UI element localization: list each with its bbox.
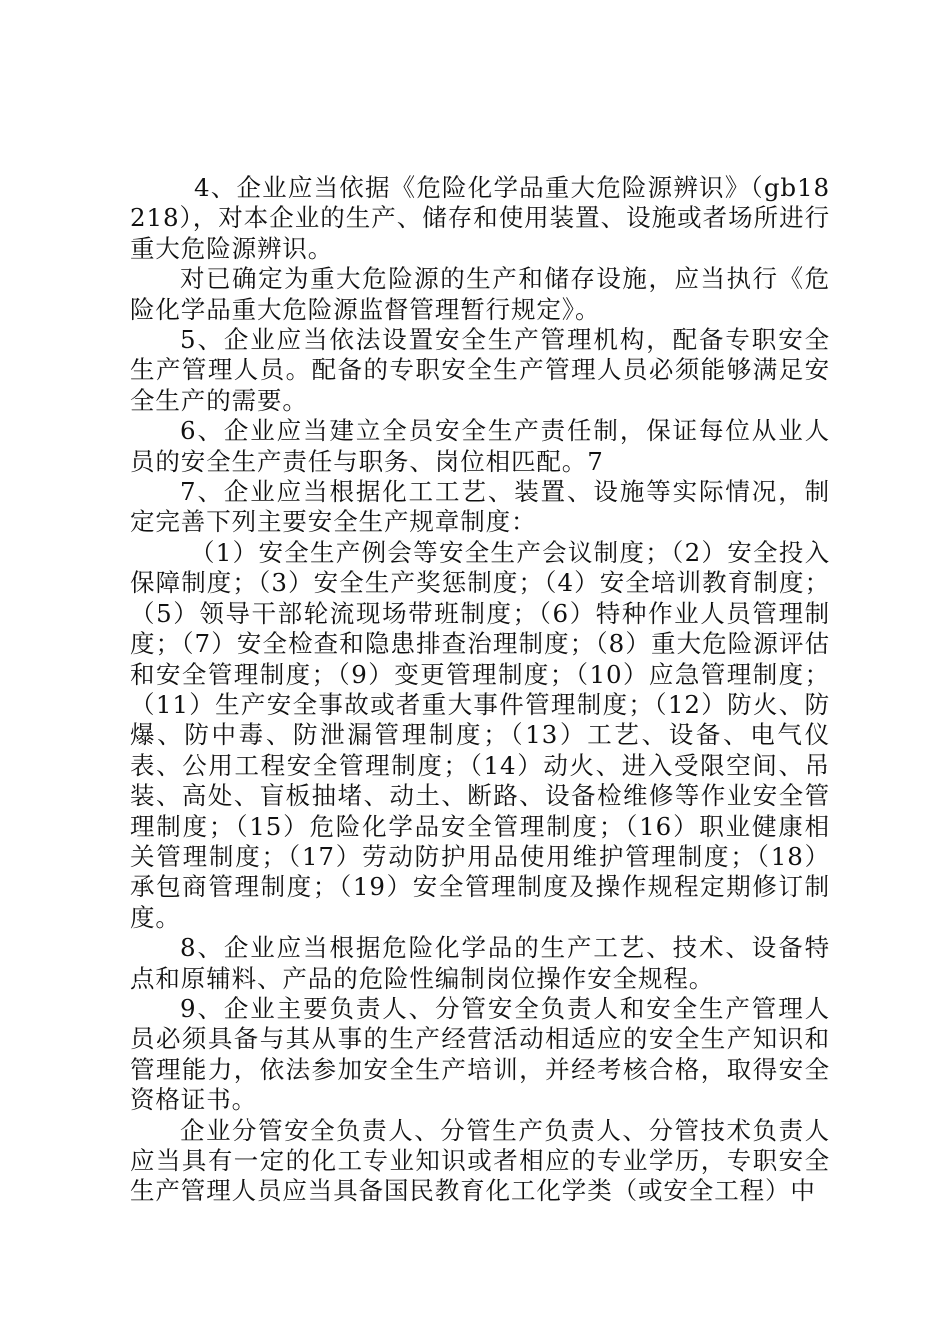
paragraph-major-hazard-facilities: 对已确定为重大危险源的生产和储存设施，应当执行《危险化学品重大危险源监督管理暂行规定》。 <box>130 264 830 324</box>
paragraph-rules-list: （1）安全生产例会等安全生产会议制度；（2）安全投入保障制度；（3）安全生产奖惩制度；（4）安全培训教育制度；（5）领导干部轮流现场带班制度；（6）特种作业人员管理制度；（7）安全检查和隐患排查治理制度；（8）重大危险源评估和安全管理制度；（9）变更管理制度；（10）应急管理制度；（11）生产安全事故或者重大事件管理制度；（12）防火、防爆、防中毒、防泄漏管理制度；（13）工艺、设备、电气仪表、公用工程安全管理制度；（14）动火、进入受限空间、吊装、高处、盲板抽堵、动土、断路、设备检维修等作业安全管理制度；（15）危险化学品安全管理制度；（16）职业健康相关管理制度；（17）劳动防护用品使用维护管理制度；（18）承包商管理制度；（19）安全管理制度及操作规程定期修订制度。 <box>130 537 830 932</box>
paragraph-item-9: 9、企业主要负责人、分管安全负责人和安全生产管理人员必须具备与其从事的生产经营活动相适应的安全生产知识和管理能力，依法参加安全生产培训，并经考核合格，取得安全资格证书。 <box>130 993 830 1115</box>
paragraph-item-6: 6、企业应当建立全员安全生产责任制，保证每位从业人员的安全生产责任与职务、岗位相匹配。7 <box>130 416 830 476</box>
document-body <box>130 173 830 1207</box>
paragraph-item-5: 5、企业应当依法设置安全生产管理机构，配备专职安全生产管理人员。配备的专职安全生产管理人员必须能够满足安全生产的需要。 <box>130 325 830 415</box>
paragraph-item-4: 4、企业应当依据《危险化学品重大危险源辨识》（gb18218），对本企业的生产、储存和使用装置、设施或者场所进行重大危险源辨识。 <box>130 173 830 263</box>
paragraph-item-8: 8、企业应当根据危险化学品的生产工艺、技术、设备特点和原辅料、产品的危险性编制岗位操作安全规程。 <box>130 933 830 993</box>
paragraph-item-7: 7、企业应当根据化工工艺、装置、设施等实际情况，制定完善下列主要安全生产规章制度： <box>130 477 830 537</box>
paragraph-qualifications: 企业分管安全负责人、分管生产负责人、分管技术负责人应当具有一定的化工专业知识或者相应的专业学历，专职安全生产管理人员应当具备国民教育化工化学类（或安全工程）中 <box>130 1115 830 1206</box>
